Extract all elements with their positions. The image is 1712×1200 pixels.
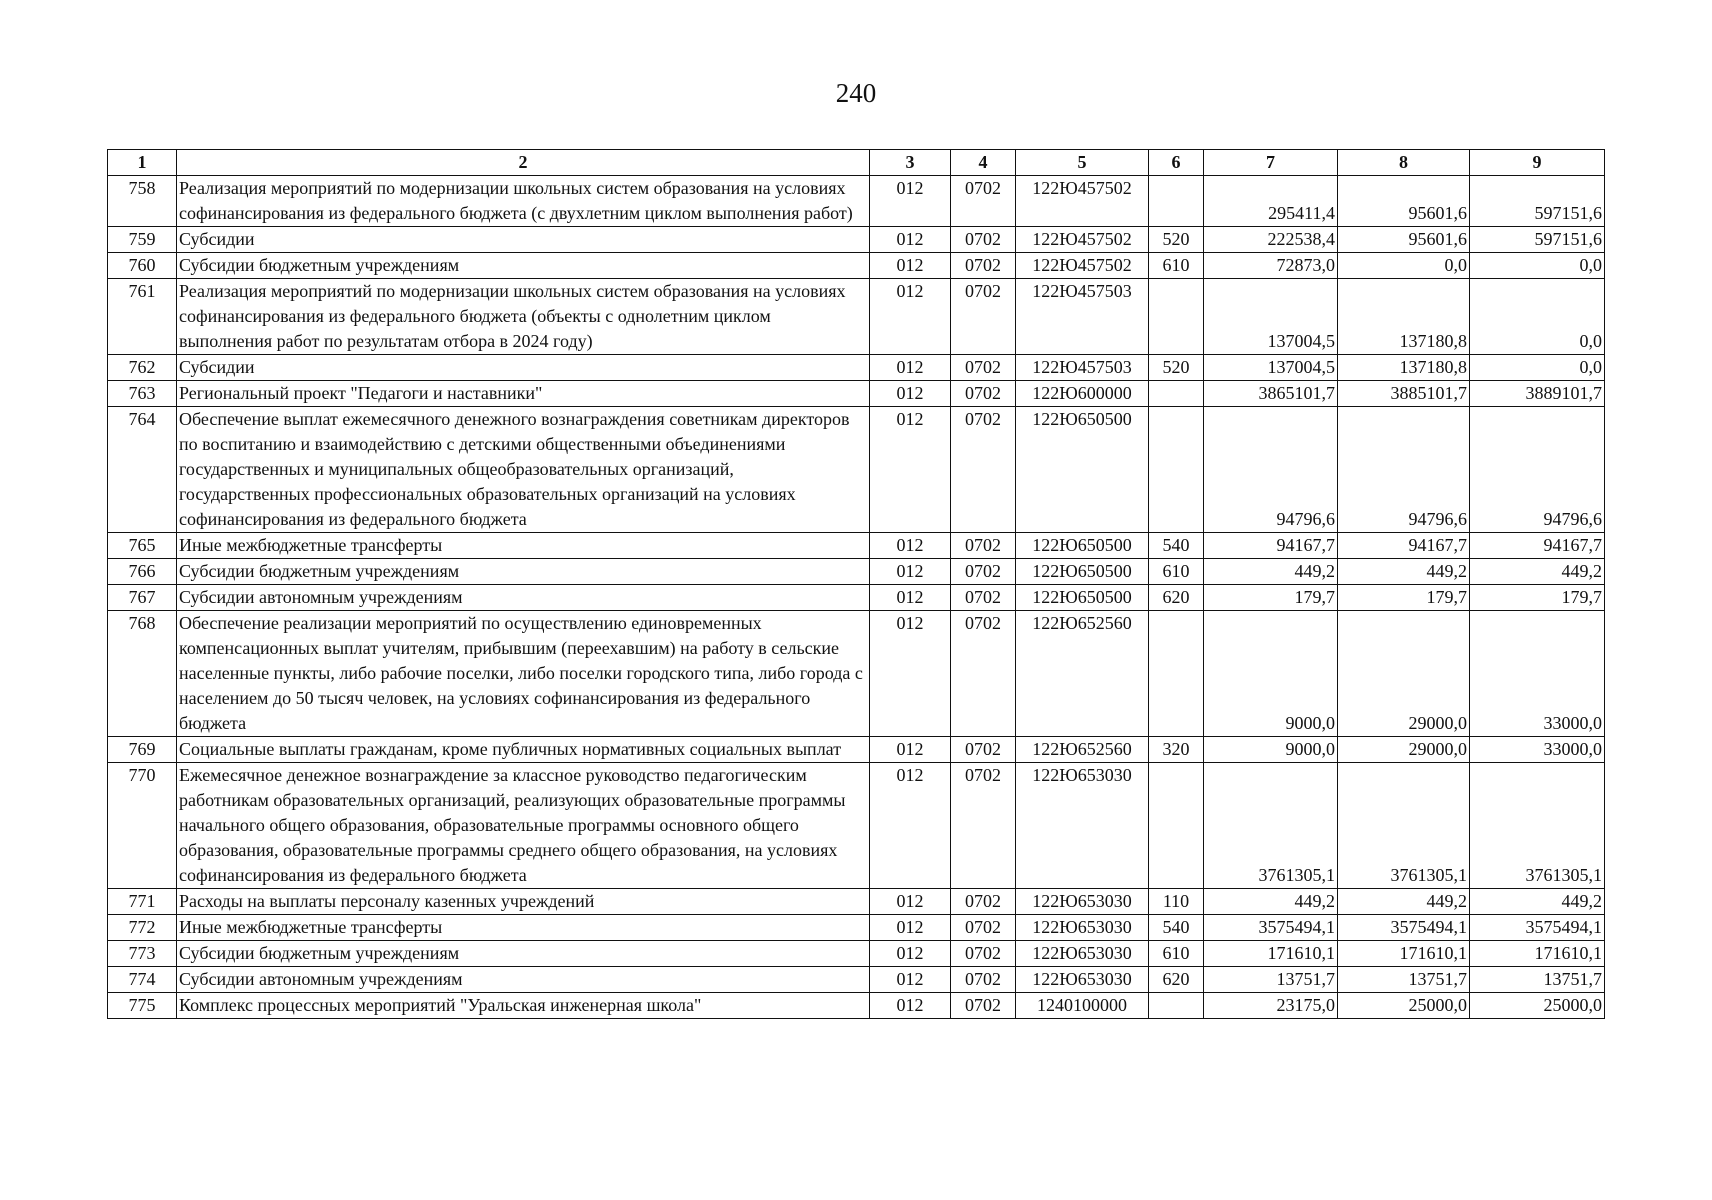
expense-type-code: 520 [1149, 355, 1204, 381]
ministry-code: 012 [870, 559, 951, 585]
section-code: 0702 [951, 559, 1016, 585]
amount-column-8: 29000,0 [1338, 611, 1470, 737]
row-name: Обеспечение реализации мероприятий по осуществлению единовременных компенсационных выплат учителям, прибывшим (переехавшим) на работу в сельские населенные пункты, либо рабочие поселки, либо поселки городского типа, либо города с населением до 50 тысяч человек, на условиях софинансирования из федерального бюджета [177, 611, 870, 737]
amount-column-9: 33000,0 [1470, 611, 1605, 737]
amount-column-7: 3761305,1 [1204, 763, 1338, 889]
row-number: 766 [108, 559, 177, 585]
amount-column-7: 23175,0 [1204, 993, 1338, 1019]
amount-column-8: 94167,7 [1338, 533, 1470, 559]
target-article-code: 122Ю457502 [1016, 253, 1149, 279]
ministry-code: 012 [870, 533, 951, 559]
target-article-code: 122Ю457503 [1016, 355, 1149, 381]
amount-column-8: 3575494,1 [1338, 915, 1470, 941]
section-code: 0702 [951, 915, 1016, 941]
header-row [108, 150, 1605, 176]
row-number: 765 [108, 533, 177, 559]
section-code: 0702 [951, 737, 1016, 763]
expense-type-code [1149, 611, 1204, 737]
row-number: 761 [108, 279, 177, 355]
row-number: 772 [108, 915, 177, 941]
target-article-code: 122Ю650500 [1016, 559, 1149, 585]
table-row [108, 355, 1605, 381]
table-row [108, 585, 1605, 611]
ministry-code: 012 [870, 915, 951, 941]
table-row [108, 279, 1605, 355]
section-code: 0702 [951, 993, 1016, 1019]
budget-table [107, 149, 1605, 1019]
table-row [108, 227, 1605, 253]
table-row [108, 889, 1605, 915]
ministry-code: 012 [870, 967, 951, 993]
target-article-code: 122Ю650500 [1016, 585, 1149, 611]
row-name: Расходы на выплаты персоналу казенных учреждений [177, 889, 870, 915]
target-article-code: 122Ю457503 [1016, 279, 1149, 355]
column-header: 1 [108, 150, 177, 176]
ministry-code: 012 [870, 763, 951, 889]
table-row [108, 533, 1605, 559]
ministry-code: 012 [870, 611, 951, 737]
table-row [108, 611, 1605, 737]
row-number: 774 [108, 967, 177, 993]
row-name: Субсидии автономным учреждениям [177, 585, 870, 611]
amount-column-7: 72873,0 [1204, 253, 1338, 279]
amount-column-9: 33000,0 [1470, 737, 1605, 763]
section-code: 0702 [951, 585, 1016, 611]
expense-type-code: 610 [1149, 253, 1204, 279]
ministry-code: 012 [870, 279, 951, 355]
amount-column-7: 9000,0 [1204, 611, 1338, 737]
amount-column-9: 3889101,7 [1470, 381, 1605, 407]
ministry-code: 012 [870, 585, 951, 611]
amount-column-7: 94167,7 [1204, 533, 1338, 559]
ministry-code: 012 [870, 737, 951, 763]
amount-column-7: 3575494,1 [1204, 915, 1338, 941]
row-number: 773 [108, 941, 177, 967]
table-row [108, 381, 1605, 407]
expense-type-code [1149, 279, 1204, 355]
amount-column-9: 3761305,1 [1470, 763, 1605, 889]
column-header: 5 [1016, 150, 1149, 176]
row-name: Иные межбюджетные трансферты [177, 915, 870, 941]
target-article-code: 122Ю457502 [1016, 176, 1149, 227]
target-article-code: 122Ю653030 [1016, 967, 1149, 993]
column-header: 4 [951, 150, 1016, 176]
amount-column-9: 449,2 [1470, 559, 1605, 585]
amount-column-8: 94796,6 [1338, 407, 1470, 533]
amount-column-7: 137004,5 [1204, 279, 1338, 355]
expense-type-code: 110 [1149, 889, 1204, 915]
expense-type-code: 620 [1149, 585, 1204, 611]
section-code: 0702 [951, 381, 1016, 407]
amount-column-9: 171610,1 [1470, 941, 1605, 967]
amount-column-9: 0,0 [1470, 279, 1605, 355]
section-code: 0702 [951, 533, 1016, 559]
expense-type-code: 540 [1149, 533, 1204, 559]
row-name: Субсидии бюджетным учреждениям [177, 941, 870, 967]
table-row [108, 915, 1605, 941]
ministry-code: 012 [870, 176, 951, 227]
amount-column-9: 13751,7 [1470, 967, 1605, 993]
row-number: 769 [108, 737, 177, 763]
row-number: 759 [108, 227, 177, 253]
row-name: Иные межбюджетные трансферты [177, 533, 870, 559]
table-row [108, 737, 1605, 763]
row-name: Субсидии бюджетным учреждениям [177, 253, 870, 279]
ministry-code: 012 [870, 355, 951, 381]
amount-column-8: 179,7 [1338, 585, 1470, 611]
row-number: 771 [108, 889, 177, 915]
amount-column-7: 9000,0 [1204, 737, 1338, 763]
section-code: 0702 [951, 941, 1016, 967]
column-header: 9 [1470, 150, 1605, 176]
row-number: 775 [108, 993, 177, 1019]
column-header: 7 [1204, 150, 1338, 176]
row-number: 768 [108, 611, 177, 737]
section-code: 0702 [951, 889, 1016, 915]
page-number: 240 [835, 78, 877, 108]
amount-column-8: 171610,1 [1338, 941, 1470, 967]
amount-column-9: 0,0 [1470, 355, 1605, 381]
section-code: 0702 [951, 279, 1016, 355]
column-header: 3 [870, 150, 951, 176]
row-number: 763 [108, 381, 177, 407]
row-number: 758 [108, 176, 177, 227]
amount-column-7: 449,2 [1204, 559, 1338, 585]
target-article-code: 122Ю653030 [1016, 763, 1149, 889]
target-article-code: 122Ю457502 [1016, 227, 1149, 253]
ministry-code: 012 [870, 407, 951, 533]
section-code: 0702 [951, 611, 1016, 737]
ministry-code: 012 [870, 889, 951, 915]
expense-type-code: 620 [1149, 967, 1204, 993]
row-name: Реализация мероприятий по модернизации школьных систем образования на условиях софинансирования из федерального бюджета (объекты с однолетним циклом выполнения работ по результатам отбора в 2024 году) [177, 279, 870, 355]
amount-column-7: 179,7 [1204, 585, 1338, 611]
table-row [108, 253, 1605, 279]
row-name: Субсидии бюджетным учреждениям [177, 559, 870, 585]
amount-column-9: 3575494,1 [1470, 915, 1605, 941]
amount-column-8: 95601,6 [1338, 176, 1470, 227]
amount-column-8: 0,0 [1338, 253, 1470, 279]
amount-column-9: 0,0 [1470, 253, 1605, 279]
ministry-code: 012 [870, 253, 951, 279]
row-number: 764 [108, 407, 177, 533]
target-article-code: 122Ю650500 [1016, 407, 1149, 533]
amount-column-9: 179,7 [1470, 585, 1605, 611]
expense-type-code [1149, 763, 1204, 889]
expense-type-code: 610 [1149, 941, 1204, 967]
amount-column-8: 95601,6 [1338, 227, 1470, 253]
amount-column-9: 25000,0 [1470, 993, 1605, 1019]
amount-column-8: 13751,7 [1338, 967, 1470, 993]
target-article-code: 122Ю652560 [1016, 611, 1149, 737]
table-row [108, 941, 1605, 967]
row-number: 770 [108, 763, 177, 889]
amount-column-9: 94796,6 [1470, 407, 1605, 533]
amount-column-7: 137004,5 [1204, 355, 1338, 381]
amount-column-8: 449,2 [1338, 559, 1470, 585]
target-article-code: 122Ю653030 [1016, 941, 1149, 967]
amount-column-7: 222538,4 [1204, 227, 1338, 253]
target-article-code: 122Ю600000 [1016, 381, 1149, 407]
expense-type-code [1149, 176, 1204, 227]
amount-column-8: 3885101,7 [1338, 381, 1470, 407]
amount-column-9: 597151,6 [1470, 176, 1605, 227]
expense-type-code [1149, 993, 1204, 1019]
ministry-code: 012 [870, 227, 951, 253]
amount-column-9: 94167,7 [1470, 533, 1605, 559]
expense-type-code: 610 [1149, 559, 1204, 585]
expense-type-code [1149, 381, 1204, 407]
target-article-code: 122Ю652560 [1016, 737, 1149, 763]
table-row [108, 176, 1605, 227]
amount-column-7: 3865101,7 [1204, 381, 1338, 407]
table-row [108, 559, 1605, 585]
expense-type-code: 320 [1149, 737, 1204, 763]
section-code: 0702 [951, 355, 1016, 381]
ministry-code: 012 [870, 941, 951, 967]
column-header: 8 [1338, 150, 1470, 176]
row-number: 767 [108, 585, 177, 611]
row-name: Субсидии [177, 227, 870, 253]
row-name: Региональный проект "Педагоги и наставники" [177, 381, 870, 407]
ministry-code: 012 [870, 993, 951, 1019]
table-row [108, 763, 1605, 889]
section-code: 0702 [951, 227, 1016, 253]
amount-column-7: 13751,7 [1204, 967, 1338, 993]
amount-column-8: 3761305,1 [1338, 763, 1470, 889]
target-article-code: 122Ю653030 [1016, 915, 1149, 941]
ministry-code: 012 [870, 381, 951, 407]
amount-column-8: 449,2 [1338, 889, 1470, 915]
section-code: 0702 [951, 407, 1016, 533]
row-number: 760 [108, 253, 177, 279]
amount-column-7: 171610,1 [1204, 941, 1338, 967]
expense-type-code [1149, 407, 1204, 533]
section-code: 0702 [951, 967, 1016, 993]
expense-type-code: 520 [1149, 227, 1204, 253]
table-row [108, 993, 1605, 1019]
amount-column-8: 137180,8 [1338, 279, 1470, 355]
table-row [108, 967, 1605, 993]
column-header: 2 [177, 150, 870, 176]
amount-column-7: 449,2 [1204, 889, 1338, 915]
row-name: Субсидии автономным учреждениям [177, 967, 870, 993]
target-article-code: 122Ю650500 [1016, 533, 1149, 559]
row-name: Ежемесячное денежное вознаграждение за классное руководство педагогическим работникам образовательных организаций, реализующих образовательные программы начального общего образования, образовательные программы основного общего образования, образовательные программы среднего общего образования, на условиях софинансирования из федерального бюджета [177, 763, 870, 889]
amount-column-9: 449,2 [1470, 889, 1605, 915]
row-name: Социальные выплаты гражданам, кроме публичных нормативных социальных выплат [177, 737, 870, 763]
section-code: 0702 [951, 253, 1016, 279]
expense-type-code: 540 [1149, 915, 1204, 941]
table-row [108, 407, 1605, 533]
amount-column-7: 295411,4 [1204, 176, 1338, 227]
row-name: Обеспечение выплат ежемесячного денежного вознаграждения советникам директоров по воспитанию и взаимодействию с детскими общественными объединениями государственных и муниципальных общеобразовательных организаций, государственных профессиональных образовательных организаций на условиях софинансирования из федерального бюджета [177, 407, 870, 533]
section-code: 0702 [951, 763, 1016, 889]
target-article-code: 1240100000 [1016, 993, 1149, 1019]
section-code: 0702 [951, 176, 1016, 227]
amount-column-7: 94796,6 [1204, 407, 1338, 533]
amount-column-9: 597151,6 [1470, 227, 1605, 253]
amount-column-8: 137180,8 [1338, 355, 1470, 381]
table-body [108, 176, 1605, 1019]
row-name: Субсидии [177, 355, 870, 381]
amount-column-8: 29000,0 [1338, 737, 1470, 763]
target-article-code: 122Ю653030 [1016, 889, 1149, 915]
column-header: 6 [1149, 150, 1204, 176]
amount-column-8: 25000,0 [1338, 993, 1470, 1019]
row-name: Реализация мероприятий по модернизации школьных систем образования на условиях софинансирования из федерального бюджета (с двухлетним циклом выполнения работ) [177, 176, 870, 227]
row-number: 762 [108, 355, 177, 381]
row-name: Комплекс процессных мероприятий "Уральская инженерная школа" [177, 993, 870, 1019]
